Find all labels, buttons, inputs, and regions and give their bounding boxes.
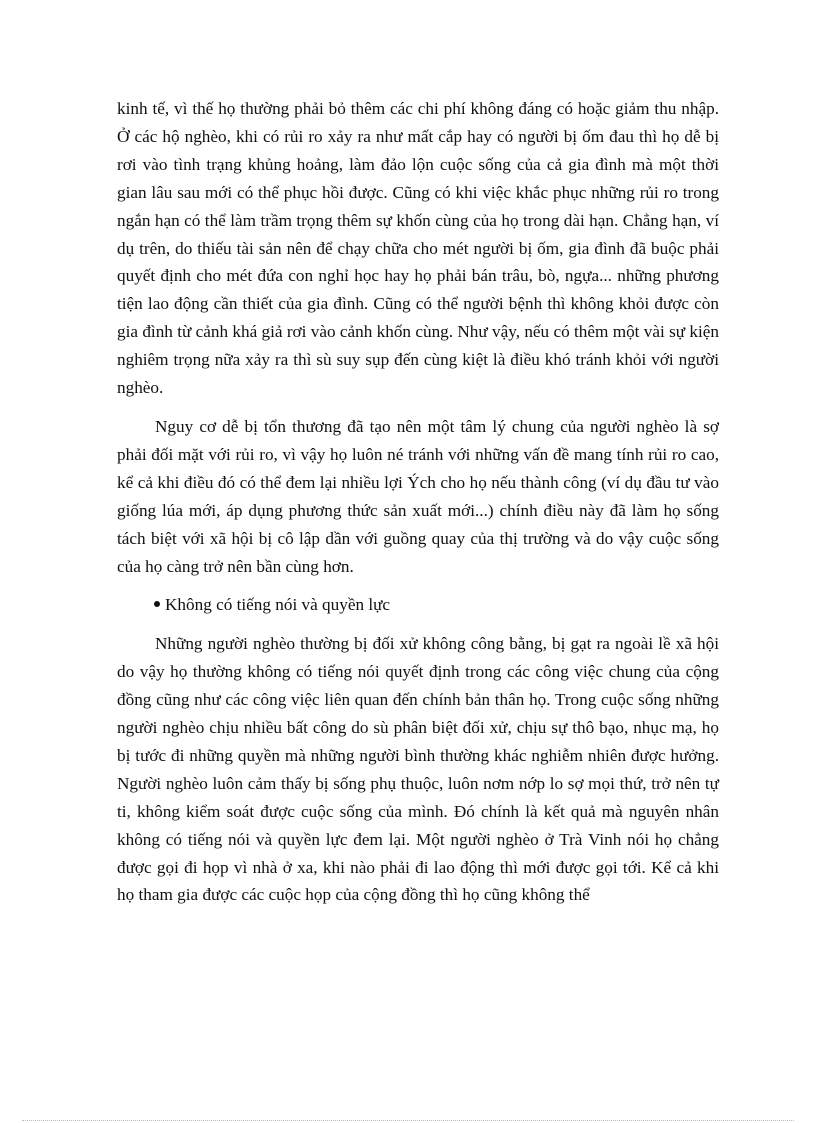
- bullet-heading-text: Không có tiếng nói và quyền lực: [165, 595, 391, 615]
- document-body: [117, 95, 719, 909]
- paragraph-gap: [117, 619, 719, 630]
- paragraph-2: Nguy cơ dễ bị tổn thương đã tạo nên một tâm lý chung của người nghèo là sợ phải đối mặt với rủi ro, vì vậy họ luôn né tránh với những vấn đề mang tính rủi ro cao, kể cả khi điều đó có thể đem lại nhiều lợi Ých cho họ nếu thành công (ví dụ đầu tư vào giống lúa mới, áp dụng phương thức sản xuất mới...) chính điều này đã làm họ sống tách biệt với xã hội bị cô lập dần với guồng quay của thị trường và do vậy cuộc sống của họ càng trở nên bần cùng hơn.: [117, 416, 719, 576]
- page-bottom-divider: [22, 1120, 794, 1121]
- bullet-heading: [117, 591, 719, 619]
- paragraph-1: kinh tế, vì thế họ thường phải bỏ thêm các chi phí không đáng có hoặc giảm thu nhập. Ở các hộ nghèo, khi có rủi ro xảy ra như mất cắp hay có người bị ốm đau thì họ dễ bị rơi vào tình trạng khủng hoảng, làm đảo lộn cuộc sống của cả gia đình mà một thời gian lâu sau mới có thể phục hồi được. Cũng có khi việc khắc phục những rủi ro trong ngắn hạn có thể làm trầm trọng thêm sự khốn cùng của họ trong dài hạn. Chẳng hạn, ví dụ trên, do thiếu tài sản nên để chạy chữa cho mét người bị ốm, gia đình đã buộc phải quyết định cho mét đứa con nghỉ học hay họ phải bán trâu, bò, ngựa... những phương tiện lao động cần thiết của gia đình. Cũng có thể người bệnh thì không khỏi được còn gia đình từ cảnh khá giả rơi vào cảnh khốn cùng. Như vậy, nếu có thêm một vài sự kiện nghiêm trọng nữa xảy ra thì sù suy sụp đến cùng kiệt là điều khó tránh khỏi với người nghèo.: [117, 99, 719, 398]
- paragraph-3: Những người nghèo thường bị đối xử không công bằng, bị gạt ra ngoài lề xã hội do vậy họ thường không có tiếng nói quyết định trong các công việc chung của cộng đồng cũng như các công việc liên quan đến chính bản thân họ. Trong cuộc sống những người nghèo chịu nhiều bất công do sù phân biệt đối xử, chịu sự thô bạo, nhục mạ, họ bị tước đi những quyền mà những người bình thường khác nghiễm nhiên được hưởng. Người nghèo luôn cảm thấy bị sống phụ thuộc, luôn nơm nớp lo sợ mọi thứ, trở nên tự ti, không kiểm soát được cuộc sống của mình. Đó chính là kết quả mà nguyên nhân không có tiếng nói và quyền lực đem lại. Một người nghèo ở Trà Vinh nói họ chẳng được gọi đi họp vì nhà ở xa, khi nào phải đi lao động thì mới được gọi tới. Kể cả khi họ tham gia được các cuộc họp của cộng đồng thì họ cũng không thể: [117, 634, 719, 905]
- paragraph-gap: [117, 402, 719, 413]
- bullet-icon: [154, 601, 160, 607]
- paragraph-gap: [117, 580, 719, 591]
